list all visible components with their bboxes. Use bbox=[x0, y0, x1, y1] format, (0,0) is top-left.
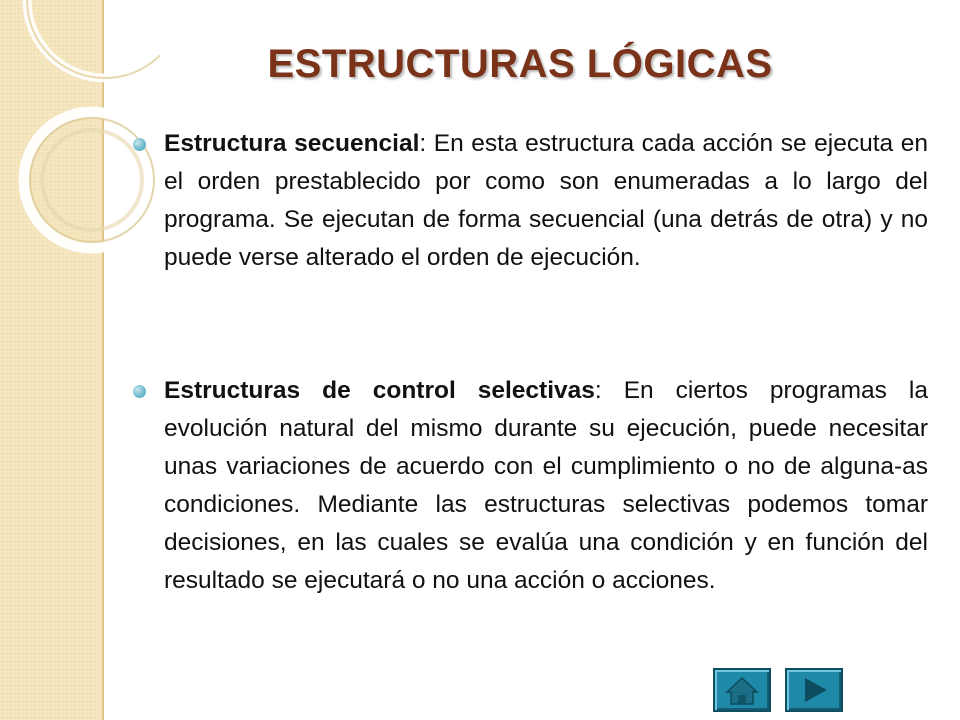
list-item-selectivas bbox=[164, 372, 928, 600]
bullet-icon bbox=[133, 385, 146, 398]
play-next-icon bbox=[787, 670, 841, 710]
decorative-side-band bbox=[0, 0, 104, 720]
term-label: Estructuras de control selectivas bbox=[164, 377, 595, 404]
term-label: Estructura secuencial bbox=[164, 130, 420, 157]
slide-title: ESTRUCTURAS LÓGICAS bbox=[267, 42, 773, 86]
term-description: : En esta estructura cada acción se ejecuta en el orden prestablecido por como son enumeradas a lo largo del programa. Se ejecutan de forma secuencial (una detrás de otra) y no puede verse alterado el orden de ejecución. bbox=[164, 130, 928, 271]
term-description: : En ciertos programas la evolución natural del mismo durante su ejecución, puede necesitar unas variaciones de acuerdo con el cumplimiento o no de alguna-as condiciones. Mediante las estructuras selectivas podemos tomar decisiones, en las cuales se evalúa una condición y en función del resultado se ejecutará o no una acción o acciones. bbox=[164, 377, 928, 594]
list-item-secuencial bbox=[164, 125, 928, 277]
next-button[interactable] bbox=[785, 668, 843, 712]
home-icon bbox=[715, 670, 769, 710]
bullet-icon bbox=[133, 138, 146, 151]
home-button[interactable] bbox=[713, 668, 771, 712]
